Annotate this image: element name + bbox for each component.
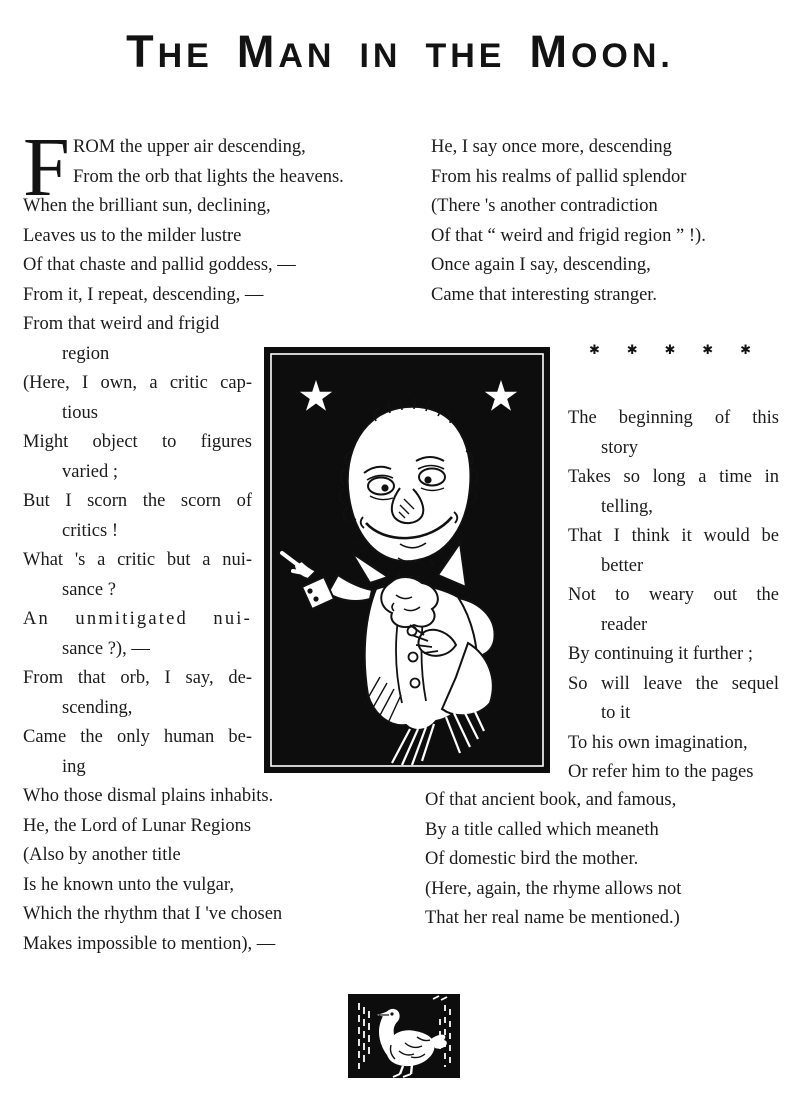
- poem-line: Once again I say, descending,: [431, 255, 651, 275]
- man-in-the-moon-illustration: [264, 347, 550, 773]
- poem-line: By a title called which meaneth: [425, 819, 659, 840]
- poem-right-middle: [568, 404, 779, 788]
- poem-line: Might object to figures: [23, 432, 252, 452]
- poem-line: Is he known unto the vulgar,: [23, 874, 234, 895]
- title-word: THE: [425, 37, 506, 75]
- poem-line-continuation: reader: [601, 614, 648, 635]
- poem-line: (Also by another title: [23, 845, 181, 865]
- poem-line: ROM the upper air descending,: [73, 137, 306, 157]
- poem-right-bottom: [425, 786, 795, 934]
- poem-line: Came that interesting stranger.: [431, 284, 658, 305]
- asterisk-separator: [589, 343, 751, 358]
- poem-line: Came the only human be-: [23, 727, 252, 747]
- poem-line-continuation: scending,: [62, 697, 133, 718]
- page-title: [0, 26, 800, 78]
- poem-line: Leaves us to the milder lustre: [23, 225, 242, 246]
- poem-right-top: [431, 133, 791, 310]
- poem-line: That I think it would be: [568, 526, 779, 546]
- poem-line: He, I say once more, descending: [431, 137, 672, 157]
- poem-line: But I scorn the scorn of: [23, 491, 252, 511]
- poem-line-continuation: story: [601, 437, 638, 458]
- title-word: IN: [359, 37, 402, 75]
- title-word: MAN: [236, 26, 336, 77]
- asterisk-glyph: ✱: [589, 343, 600, 358]
- poem-line: Not to weary out the: [568, 585, 779, 605]
- poem-line-continuation: varied ;: [62, 461, 118, 482]
- poem-line-continuation: tious: [62, 402, 98, 423]
- poem-line: When the brilliant sun, declining,: [23, 196, 271, 216]
- poem-line: From it, I repeat, descending, —: [23, 284, 264, 305]
- poem-line: That her real name be mentioned.): [425, 908, 680, 928]
- poem-line: Takes so long a time in: [568, 467, 779, 487]
- poem-line-continuation: telling,: [601, 496, 653, 517]
- poem-line-continuation: region: [62, 343, 110, 364]
- poem-line: Or refer him to the pages: [568, 762, 754, 782]
- poem-line: Makes impossible to mention), —: [23, 933, 276, 954]
- poem-line-continuation: to it: [601, 703, 631, 723]
- asterisk-glyph: ✱: [626, 343, 638, 358]
- poem-line-continuation: sance ?), —: [62, 638, 150, 659]
- poem-line: The beginning of this: [568, 408, 779, 428]
- poem-line: An unmitigated nui-: [23, 609, 252, 629]
- poem-line: From that orb, I say, de-: [23, 668, 252, 688]
- poem-line: From that weird and frigid: [23, 314, 220, 334]
- asterisk-glyph: ✱: [664, 343, 676, 358]
- poem-line: So will leave the sequel: [568, 673, 779, 694]
- poem-line: What 's a critic but a nui-: [23, 550, 252, 570]
- asterisk-glyph: ✱: [702, 343, 714, 358]
- poem-line-continuation: better: [601, 555, 644, 576]
- poem-line: (Here, I own, a critic cap-: [23, 373, 252, 393]
- asterisk-glyph: ✱: [740, 343, 751, 358]
- poem-line: Of that “ weird and frigid region ” !).: [431, 225, 706, 246]
- title-word: MOON.: [529, 26, 674, 77]
- poem-line-continuation: sance ?: [62, 579, 116, 600]
- poem-line-continuation: ing: [62, 756, 86, 777]
- poem-line: To his own imagination,: [568, 732, 748, 753]
- title-word: THE: [126, 26, 213, 77]
- poem-line: From his realms of pallid splendor: [431, 166, 687, 187]
- poem-line: From the orb that lights the heavens.: [73, 166, 344, 187]
- poem-line: Of that chaste and pallid goddess, —: [23, 255, 296, 275]
- swan-colophon-illustration: [347, 993, 461, 1079]
- drop-cap: F: [23, 121, 70, 214]
- poem-line: He, the Lord of Lunar Regions: [23, 815, 252, 836]
- poem-line: Of that ancient book, and famous,: [425, 790, 677, 810]
- poem-line-continuation: critics !: [62, 520, 118, 541]
- poem-line: (There 's another contradiction: [431, 196, 658, 216]
- poem-line: Who those dismal plains inhabits.: [23, 786, 274, 806]
- poem-line: (Here, again, the rhyme allows not: [425, 878, 682, 899]
- poem-line: Of domestic bird the mother.: [425, 849, 639, 869]
- poem-line: Which the rhythm that I 've chosen: [23, 904, 283, 924]
- poem-line: By continuing it further ;: [568, 644, 753, 664]
